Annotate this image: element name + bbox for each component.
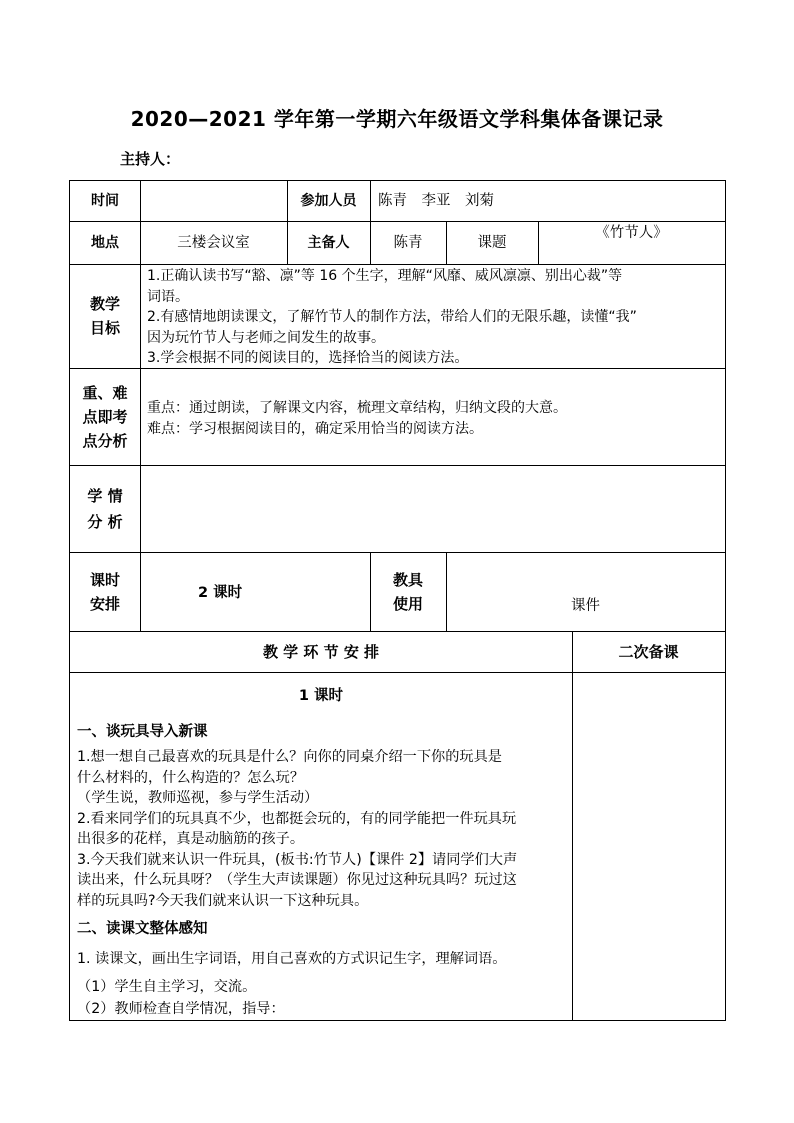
goals-line: 2.有感情地朗读课文，了解竹节人的制作方法，带给人们的无限乐趣，读懂“我”: [147, 309, 637, 325]
row-divider: [70, 264, 725, 265]
lead-value: 陈青: [393, 234, 423, 251]
keypoints-line: 难点：学习根据阅读目的，确定采用恰当的阅读方法。: [147, 420, 483, 437]
place-label: 地点: [91, 234, 119, 251]
goals-label: [70, 264, 140, 368]
part1-text: [77, 747, 571, 917]
analysis-label-line: 分 析: [87, 512, 123, 531]
part1-line: 2.看来同学们的玩具真不少，也都挺会玩的，有的同学能把一件玩具玩: [77, 810, 517, 827]
part1-line: 出很多的花样，真是动脑筋的孩子。: [77, 831, 305, 847]
part2-line: 1. 读课文，画出生字词语，用自己喜欢的方式识记生字，理解词语。: [77, 951, 507, 967]
time-value: [140, 181, 287, 221]
keypoints-label-line: 点即考: [82, 407, 128, 426]
schedule-label: [70, 552, 140, 631]
participants-value: 陈青 李亚 刘菊: [378, 193, 494, 209]
host-label: 主持人：: [120, 150, 181, 168]
time-label: 时间: [91, 193, 119, 209]
part1-line: （学生说，教师巡视，参与学生活动）: [77, 790, 319, 806]
schedule-label-line: 安排: [89, 594, 120, 613]
analysis-label: [70, 465, 140, 552]
col-divider: [572, 631, 573, 1020]
schedule-value: 2 课时: [198, 585, 243, 601]
lesson-plan-table: [69, 180, 726, 1021]
document-title: 2020—2021 学年第一学期六年级语文学科集体备课记录: [130, 107, 664, 131]
tools-value: 课件: [571, 598, 600, 614]
topic-label: 课题: [477, 234, 507, 251]
part2-line: （2）教师检查自学情况，指导：: [77, 1001, 285, 1017]
tools-label-line: 使用: [392, 594, 423, 613]
lead-label: 主备人: [307, 234, 350, 251]
part1-line: 读出来，什么玩具呀？（学生大声读课题）你见过这种玩具吗？玩过这: [77, 872, 517, 888]
keypoints-label-line: 点分析: [82, 431, 128, 450]
part1-line: 样的玩具吗?今天我们就来认识一下这种玩具。: [77, 892, 369, 909]
row-divider: [70, 465, 725, 466]
part2-heading: 二、读课文整体感知: [77, 921, 208, 937]
goals-line: 因为玩竹节人与老师之间发生的故事。: [147, 329, 385, 346]
section-header-right: 二次备课: [618, 642, 679, 661]
part1-heading: 一、谈玩具导入新课: [77, 724, 208, 740]
section-header-left: 教 学 环 节 安 排: [262, 642, 380, 661]
goals-label-line: 教学: [89, 295, 120, 313]
schedule-label-line: 课时: [89, 570, 120, 589]
goals-line: 1.正确认读书写“豁、凛”等 16 个生字，理解“风靡、威风凛凛、别出心裁”等: [147, 268, 623, 284]
part1-line: 3.今天我们就来认识一件玩具，(板书:竹节人)【课件 2】请同学们大声: [77, 851, 518, 868]
goals-line: 3.学会根据不同的阅读目的，选择恰当的阅读方法。: [147, 350, 469, 366]
place-value: 三楼会议室: [177, 234, 250, 251]
keypoints-text: [147, 398, 722, 442]
part2-line: （1）学生自主学习，交流。: [77, 979, 257, 995]
topic-value: 《竹节人》: [595, 225, 668, 241]
participants-label: 参加人员: [300, 193, 357, 209]
tools-label-line: 教具: [392, 570, 423, 589]
goals-text: [147, 266, 722, 366]
part1-line: 1.想一想自己最喜欢的玩具是什么？向你的同桌介绍一下你的玩具是: [77, 749, 502, 765]
keypoints-label: [70, 368, 140, 465]
goals-line: 词语。: [147, 288, 189, 305]
row-divider: [70, 672, 725, 673]
part1-line: 什么材料的，什么构造的？怎么玩？: [77, 769, 305, 786]
keypoints-label-line: 重、难: [82, 383, 128, 402]
col-divider: [446, 552, 447, 631]
lesson-title: 1 课时: [298, 688, 344, 704]
analysis-label-line: 学 情: [87, 486, 123, 505]
keypoints-line: 重点：通过朗读，了解课文内容，梳理文章结构，归纳文段的大意。: [147, 400, 567, 416]
goals-label-line: 目标: [89, 319, 120, 337]
tools-label: [370, 552, 446, 631]
